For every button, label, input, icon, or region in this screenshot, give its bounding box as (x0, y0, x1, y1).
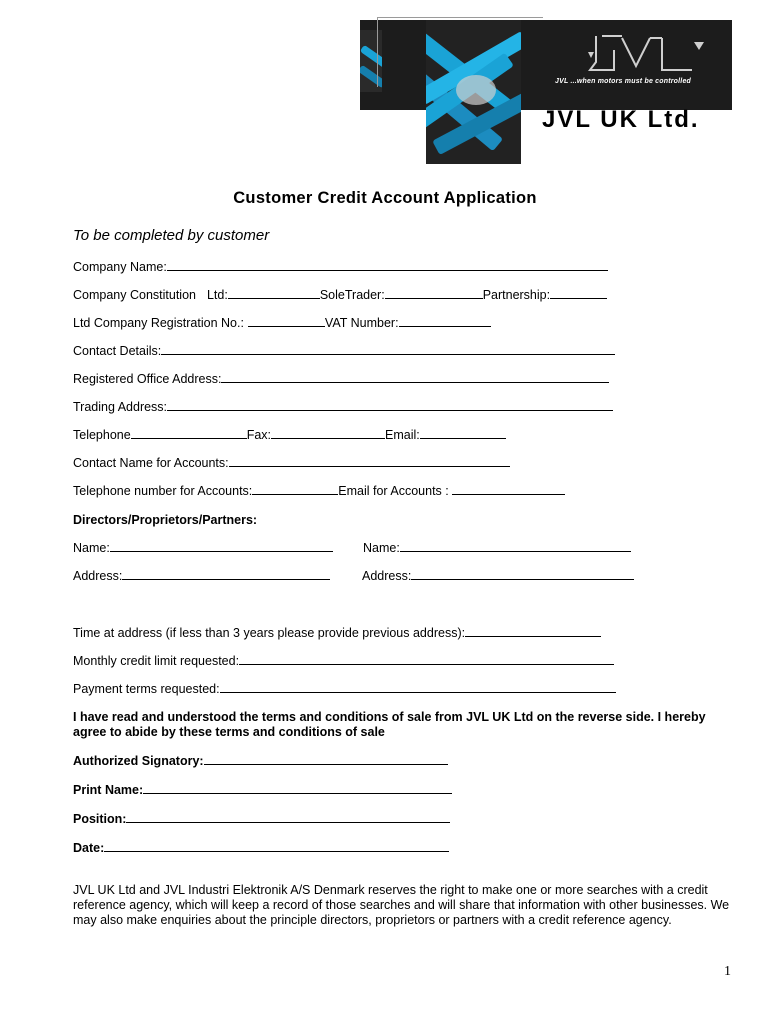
row-trading-address (73, 399, 613, 415)
field-authorized-signatory[interactable] (204, 753, 448, 765)
label-email: Email: (385, 428, 420, 442)
field-monthly-credit-limit[interactable] (239, 653, 614, 665)
jvl-logo-icon (588, 32, 718, 77)
field-company-name[interactable] (167, 259, 608, 271)
row-authorized-signatory (73, 753, 448, 769)
field-fax[interactable] (271, 427, 385, 439)
label-company-name: Company Name: (73, 260, 167, 274)
field-director-name-1[interactable] (110, 540, 333, 552)
row-payment-terms (73, 681, 616, 697)
row-director-name-1 (73, 540, 333, 556)
field-director-address-2[interactable] (411, 568, 634, 580)
row-telephone-fax-email (73, 427, 506, 443)
row-telephone-email-accounts (73, 483, 565, 499)
row-contact-name-accounts (73, 455, 510, 471)
label-authorized-signatory: Authorized Signatory: (73, 754, 204, 768)
label-email-accounts: Email for Accounts : (338, 484, 449, 498)
field-email[interactable] (420, 427, 506, 439)
field-time-at-address[interactable] (465, 625, 601, 637)
row-contact-details (73, 343, 615, 359)
row-print-name (73, 782, 452, 798)
header-tagline: JVL ...when motors must be controlled (555, 78, 692, 85)
label-ltd: Ltd: (206, 288, 228, 302)
row-director-address-1 (73, 568, 330, 584)
field-date[interactable] (104, 840, 449, 852)
label-ltd-reg-no: Ltd Company Registration No.: (73, 316, 244, 330)
field-sole-trader[interactable] (385, 287, 483, 299)
label-vat-number: VAT Number: (324, 316, 399, 330)
label-telephone: Telephone (73, 428, 131, 442)
label-director-address-1: Address: (73, 569, 123, 583)
header-gear-thumb (360, 30, 382, 92)
field-director-address-1[interactable] (122, 568, 330, 580)
row-company-name (73, 259, 608, 275)
field-ltd[interactable] (228, 287, 320, 299)
label-monthly-credit-limit: Monthly credit limit requested: (73, 654, 240, 668)
footer-disclaimer: JVL UK Ltd and JVL Industri Elektronik A/S Denmark reserves the right to make one or more searches with a credit reference agency, which will keep a record of those searches and will share that information with other businesses. We may also make enquiries about the principle directors, proprietors or partners with a credit reference agency. (73, 883, 730, 927)
label-position: Position: (73, 812, 127, 826)
document-title: Customer Credit Account Application (233, 189, 537, 207)
label-sole-trader: SoleTrader: (319, 288, 385, 302)
row-time-at-address (73, 625, 601, 641)
field-email-accounts[interactable] (452, 483, 565, 495)
field-position[interactable] (126, 811, 450, 823)
row-director-address-2 (362, 568, 634, 584)
field-payment-terms[interactable] (220, 681, 616, 693)
field-contact-details[interactable] (161, 343, 615, 355)
label-director-name-2: Name: (363, 541, 400, 555)
label-director-address-2: Address: (362, 569, 412, 583)
label-director-name-1: Name: (73, 541, 110, 555)
label-fax: Fax: (246, 428, 272, 442)
field-telephone[interactable] (131, 427, 247, 439)
row-registration-vat (73, 315, 491, 331)
header-gear-image (426, 20, 521, 164)
row-registered-office (73, 371, 609, 387)
field-ltd-reg-no[interactable] (248, 315, 325, 327)
header-rule-vertical (377, 17, 378, 87)
label-company-constitution: Company Constitution (73, 288, 196, 302)
field-vat-number[interactable] (399, 315, 491, 327)
label-date: Date: (73, 841, 105, 855)
directors-heading: Directors/Proprietors/Partners: (73, 513, 258, 527)
row-director-name-2 (363, 540, 631, 556)
label-trading-address: Trading Address: (73, 400, 168, 414)
label-time-at-address: Time at address (if less than 3 years please provide previous address): (73, 626, 466, 640)
field-registered-office[interactable] (221, 371, 609, 383)
field-director-name-2[interactable] (400, 540, 631, 552)
page-number: 1 (724, 964, 731, 979)
declaration-text: I have read and understood the terms and conditions of sale from JVL UK Ltd on the reverse side. I hereby agree to abide by these terms and conditions of sale (73, 710, 706, 739)
row-monthly-credit-limit (73, 653, 614, 669)
company-name: JVL UK Ltd. (542, 106, 700, 133)
label-print-name: Print Name: (73, 783, 144, 797)
field-partnership[interactable] (550, 287, 607, 299)
row-company-constitution (73, 287, 607, 303)
label-registered-office: Registered Office Address: (73, 372, 222, 386)
field-trading-address[interactable] (167, 399, 613, 411)
label-payment-terms: Payment terms requested: (73, 682, 220, 696)
label-contact-details: Contact Details: (73, 344, 162, 358)
label-partnership: Partnership: (482, 288, 551, 302)
document-subtitle: To be completed by customer (73, 227, 270, 244)
label-telephone-accounts: Telephone number for Accounts: (73, 484, 253, 498)
field-print-name[interactable] (143, 782, 452, 794)
row-position (73, 811, 450, 827)
header-rule-horizontal (377, 17, 543, 18)
label-contact-name-accounts: Contact Name for Accounts: (73, 456, 229, 470)
field-telephone-accounts[interactable] (252, 483, 338, 495)
row-date (73, 840, 449, 856)
field-contact-name-accounts[interactable] (229, 455, 510, 467)
